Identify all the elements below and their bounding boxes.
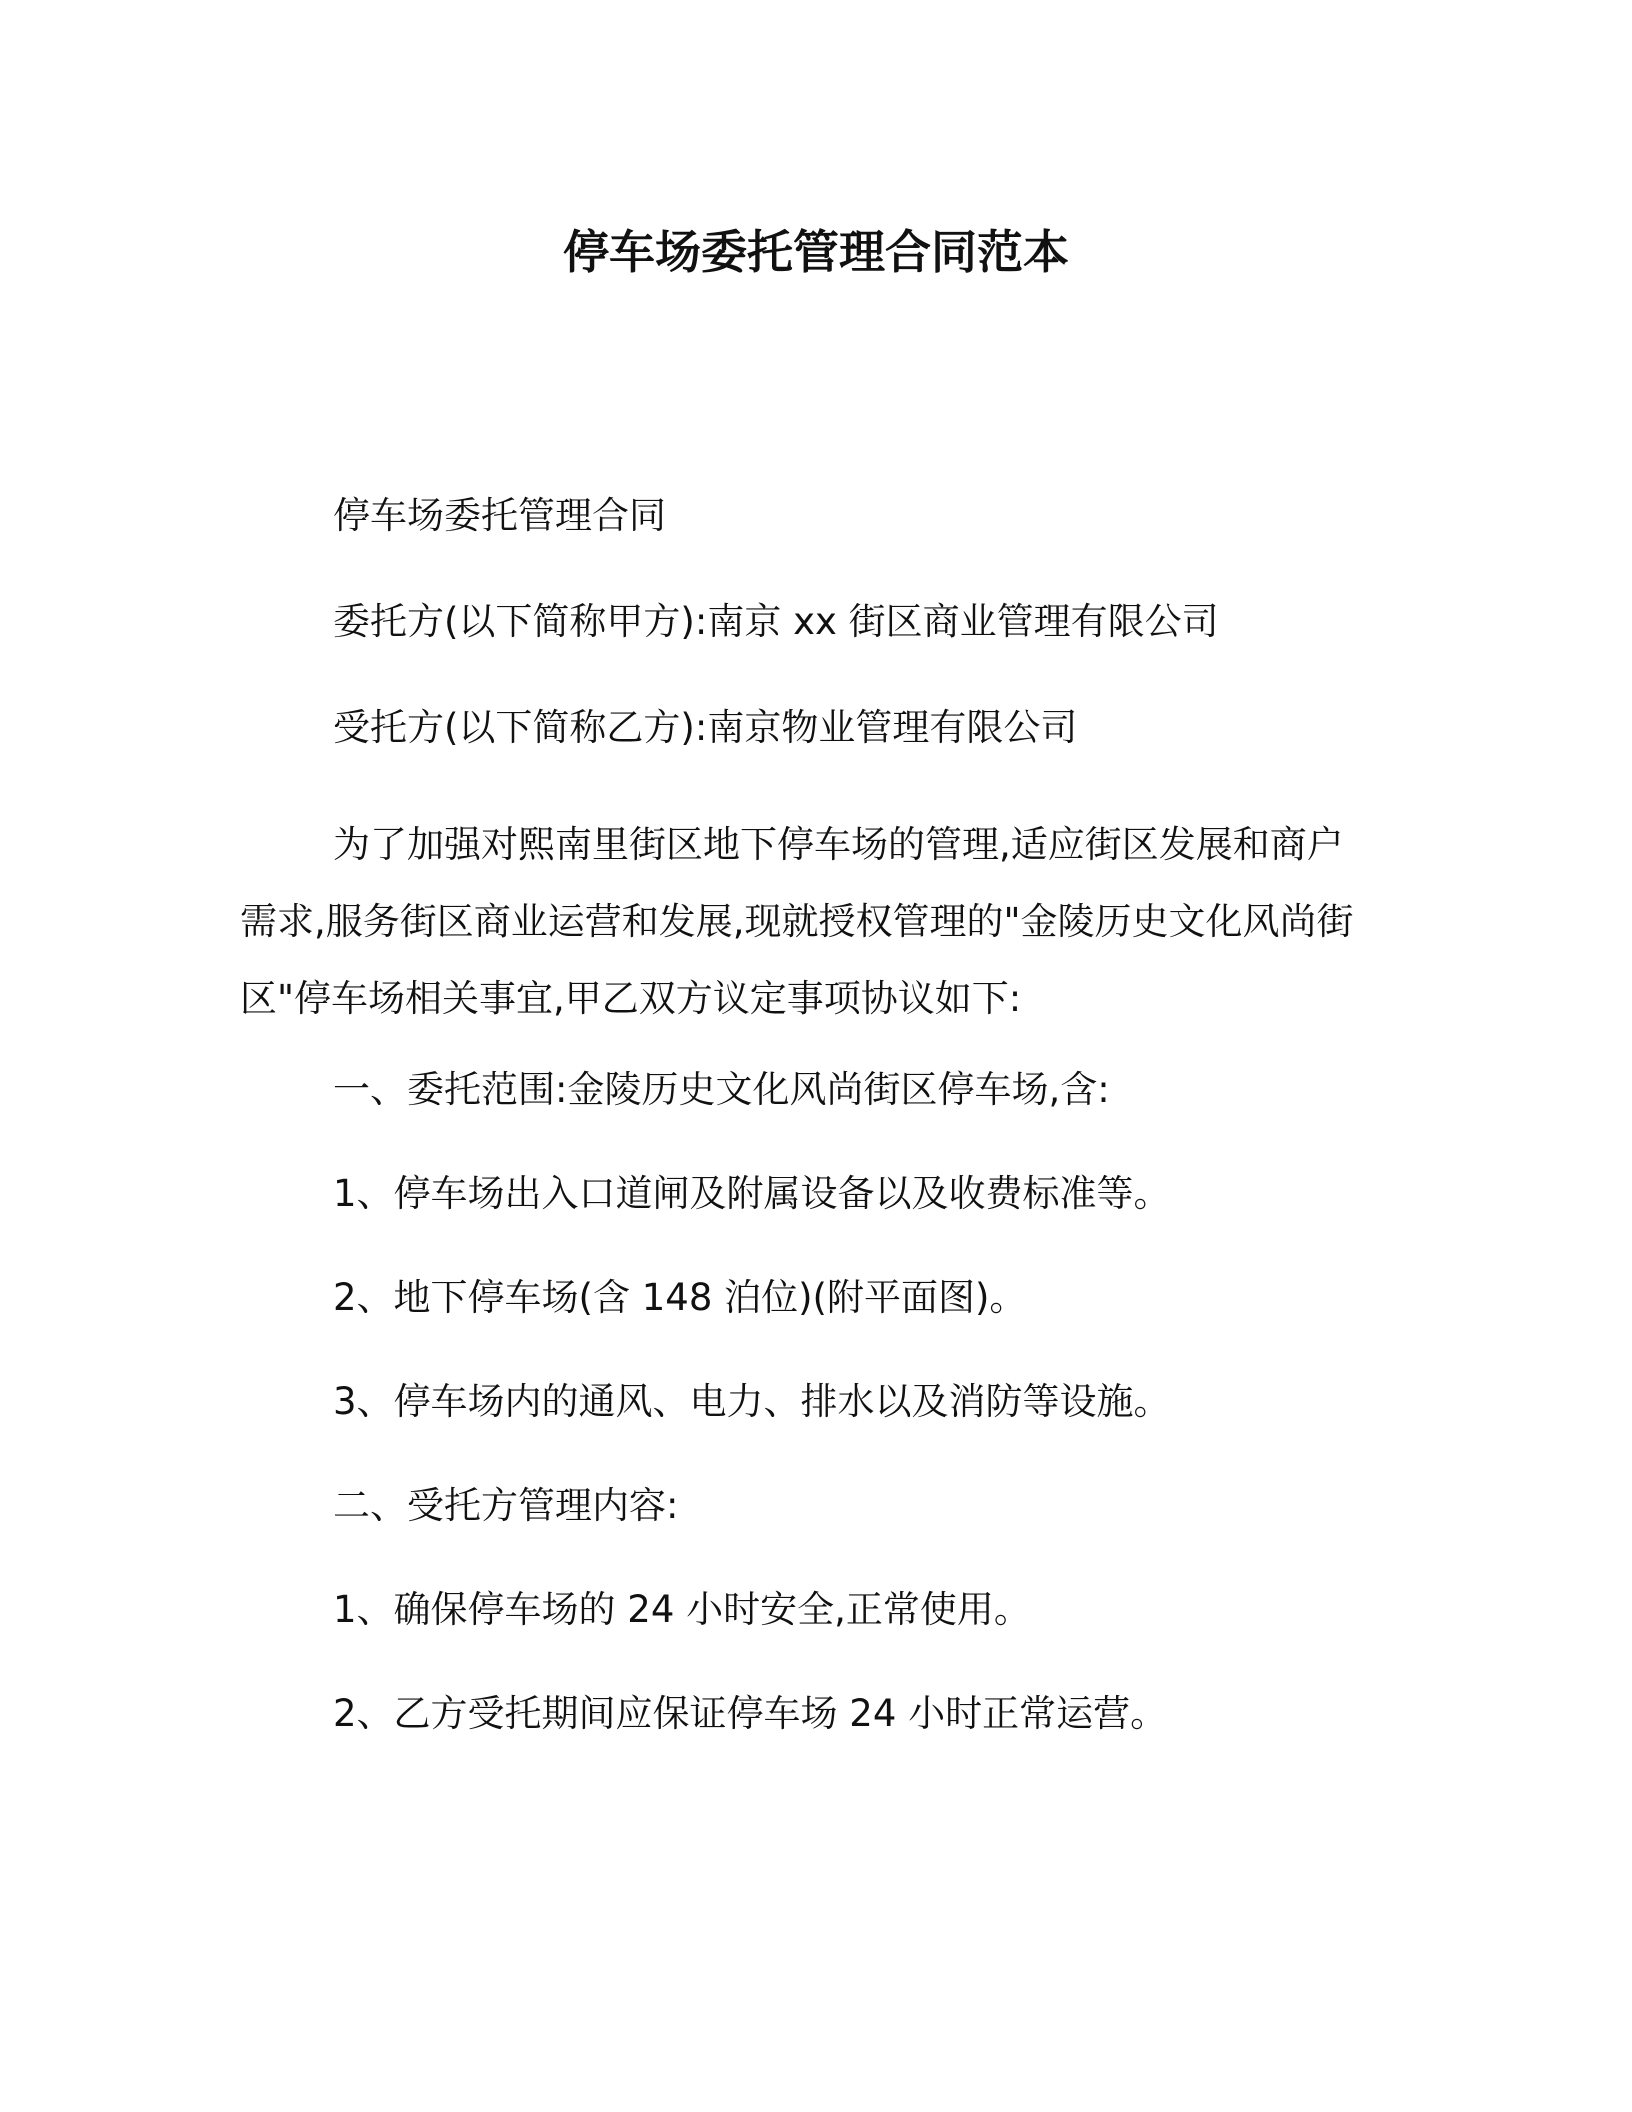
preamble-line: 为了加强对熙南里街区地下停车场的管理,适应街区发展和商户 [333, 823, 1344, 866]
section1-item: 2、地下停车场(含 148 泊位)(附平面图)。 [333, 1276, 1027, 1319]
party-a-line: 委托方(以下简称甲方):南京 xx 街区商业管理有限公司 [333, 600, 1219, 643]
section2-item: 2、乙方受托期间应保证停车场 24 小时正常运营。 [333, 1692, 1168, 1735]
preamble-line: 区"停车场相关事宜,甲乙双方议定事项协议如下: [240, 977, 1022, 1020]
preamble-line: 需求,服务街区商业运营和发展,现就授权管理的"金陵历史文化风尚街 [240, 900, 1354, 943]
section1-item: 3、停车场内的通风、电力、排水以及消防等设施。 [333, 1380, 1171, 1423]
preamble-paragraph [240, 806, 1366, 1037]
section2-item: 1、确保停车场的 24 小时安全,正常使用。 [333, 1588, 1031, 1631]
section1-heading: 一、委托范围:金陵历史文化风尚街区停车场,含: [333, 1068, 1110, 1111]
document-title: 停车场委托管理合同范本 [563, 225, 1069, 279]
party-b-line: 受托方(以下简称乙方):南京物业管理有限公司 [333, 706, 1078, 749]
contract-name: 停车场委托管理合同 [333, 494, 666, 537]
section1-item: 1、停车场出入口道闸及附属设备以及收费标准等。 [333, 1172, 1171, 1215]
section2-heading: 二、受托方管理内容: [333, 1484, 679, 1527]
